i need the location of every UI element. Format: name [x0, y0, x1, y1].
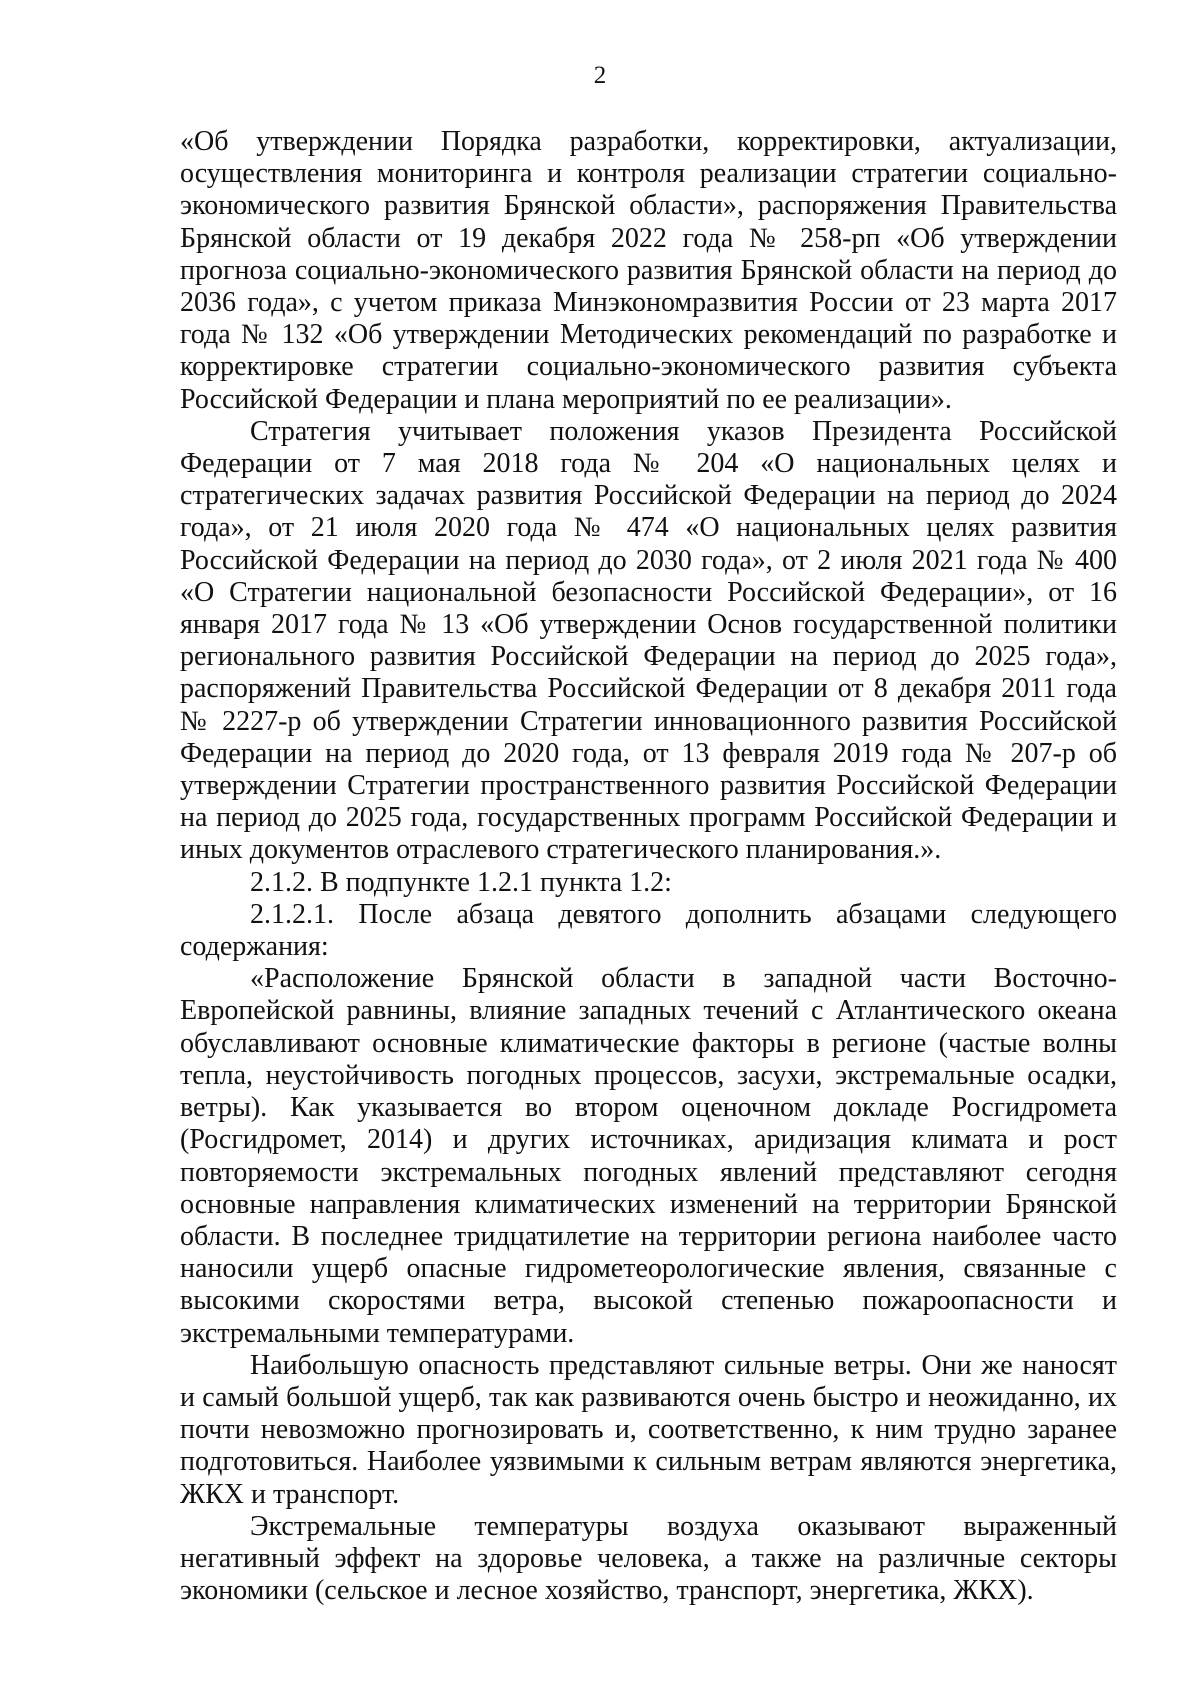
- paragraph-climate-location: «Расположение Брянской области в западной части Восточно-Европейской равнины, влияние западных течений с Атлантического океана обуславливают основные климатические факторы в регионе (частые волны тепла, неустойчивость погодных процессов, засухи, экстремальные осадки, ветры). Как указывается во втором оценочном докладе Росгидромета (Росгидромет, 2014) и других источниках, аридизация климата и рост повторяемости экстремальных погодных явлений представляют сегодня основные направления климатических изменений на территории Брянской области. В последнее тридцатилетие на территории региона наиболее часто наносили ущерб опасные гидрометеорологические явления, связанные с высокими скоростями ветра, высокой степенью пожароопасности и экстремальными температурами.: [180, 963, 1117, 1349]
- document-body: [180, 126, 1117, 1607]
- paragraph-subclause-2-1-2-1: 2.1.2.1. После абзаца девятого дополнить абзацами следующего содержания:: [180, 898, 1117, 963]
- paragraph-strong-winds: Наибольшую опасность представляют сильные ветры. Они же наносят и самый большой ущерб, так как развиваются очень быстро и неожиданно, их почти невозможно прогнозировать и, соответственно, к ним трудно заранее подготовиться. Наиболее уязвимыми к сильным ветрам являются энергетика, ЖКХ и транспорт.: [180, 1349, 1117, 1510]
- page-number: 2: [593, 62, 607, 89]
- paragraph-subclause-2-1-2: 2.1.2. В подпункте 1.2.1 пункта 1.2:: [250, 866, 672, 898]
- paragraph-continuation: «Об утверждении Порядка разработки, корректировки, актуализации, осуществления мониторинга и контроля реализации стратегии социально-экономического развития Брянской области», распоряжения Правительства Брянской области от 19 декабря 2022 года № 258-рп «Об утверждении прогноза социально-экономического развития Брянской области на период до 2036 года», с учетом приказа Минэкономразвития России от 23 марта 2017 года № 132 «Об утверждении Методических рекомендаций по разработке и корректировке стратегии социально-экономического развития субъекта Российской Федерации и плана мероприятий по ее реализации».: [180, 126, 1117, 415]
- paragraph-extreme-temperatures: Экстремальные температуры воздуха оказывают выраженный негативный эффект на здоровье человека, а также на различные секторы экономики (сельское и лесное хозяйство, транспорт, энергетика, ЖКХ).: [180, 1510, 1117, 1607]
- paragraph-strategy-considerations: Стратегия учитывает положения указов Президента Российской Федерации от 7 мая 2018 года № 204 «О национальных целях и стратегических задачах развития Российской Федерации на период до 2024 года», от 21 июля 2020 года № 474 «О национальных целях развития Российской Федерации на период до 2030 года», от 2 июля 2021 года № 400 «О Стратегии национальной безопасности Российской Федерации», от 16 января 2017 года № 13 «Об утверждении Основ государственной политики регионального развития Российской Федерации на период до 2025 года», распоряжений Правительства Российской Федерации от 8 декабря 2011 года № 2227-р об утверждении Стратегии инновационного развития Российской Федерации на период до 2020 года, от 13 февраля 2019 года № 207-р об утверждении Стратегии пространственного развития Российской Федерации на период до 2025 года, государственных программ Российской Федерации и иных документов отраслевого стратегического планирования.».: [180, 415, 1117, 866]
